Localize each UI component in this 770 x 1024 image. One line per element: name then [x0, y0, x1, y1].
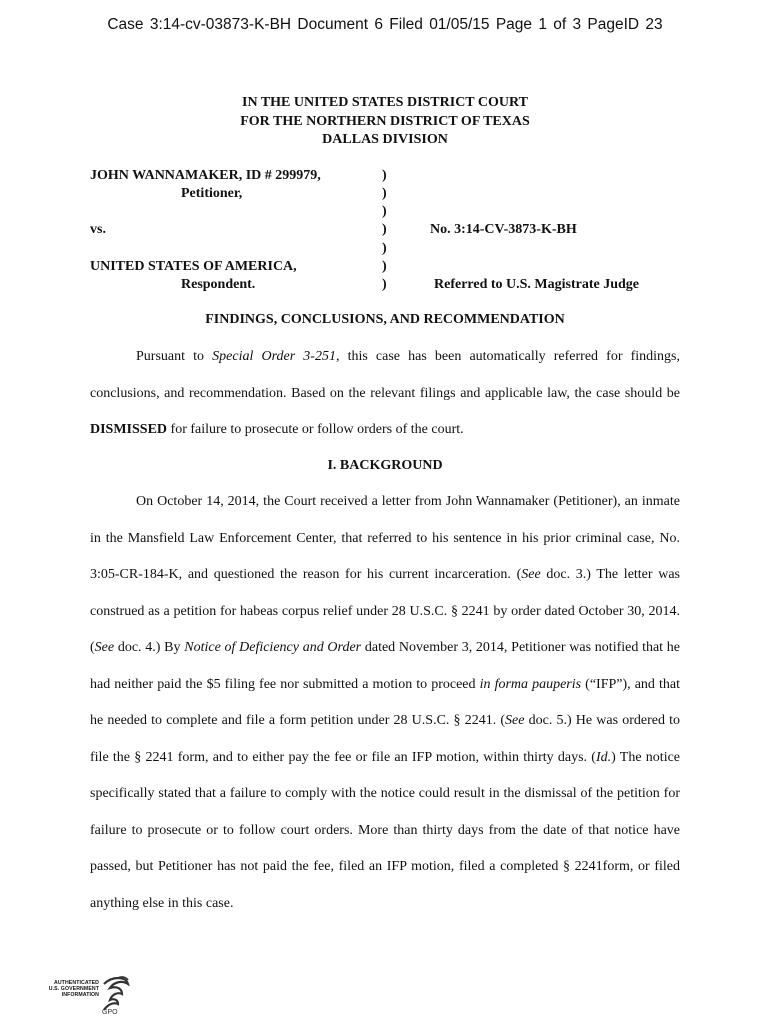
gpo-text-line: AUTHENTICATED	[53, 980, 99, 986]
versus-label: vs.	[90, 222, 106, 237]
text-run: ) The notice specifically stated that a failure to comply with the notice could result in the dismissal of the petition for failure to prosecute or to follow court orders. More than thirty days from the date of that notice have passed, but Petitioner has not paid the fee, filed an IFP motion, filed a completed § 2241form, or filed anything else in this case.	[90, 749, 681, 911]
court-heading	[0, 94, 770, 150]
text-run: On October 14, 2014, the Court received a letter from John Wannamaker (Petitioner), an inmate in the Mansfield Law Enforcement Center, that referred to his sentence in his prior criminal case, No. 3:05-CR-184-K, and questioned the reason for his current incarceration. (	[90, 494, 680, 582]
case-header-stamp: Case 3:14-cv-03873-K-BH Document 6 Filed 01/05/15 Page 1 of 3 PageID 23	[107, 16, 663, 33]
citation-signal: See	[521, 567, 541, 582]
caption-paren: )	[382, 259, 387, 274]
text-run: doc. 5.) He was ordered to file the § 2241 form, and to either pay the fee or file an IFP motion, within thirty days. (	[90, 713, 680, 765]
referral-note: Referred to U.S. Magistrate Judge	[434, 277, 640, 292]
caption-paren: )	[382, 186, 387, 201]
text-run: Pursuant to	[136, 349, 213, 364]
latin-term: in forma pauperis	[479, 676, 582, 692]
special-order-citation: Special Order 3-251	[212, 349, 336, 364]
court-line-2: FOR THE NORTHERN DISTRICT OF TEXAS	[240, 113, 530, 129]
text-run: dated November 3, 2014, Petitioner was notified that he had neither paid the $5 filing fee nor submitted a motion to proceed	[90, 640, 681, 692]
respondent-role: Respondent.	[181, 277, 256, 292]
caption-paren: )	[382, 168, 387, 183]
paragraph-background	[90, 484, 680, 922]
gpo-authentication-logo	[44, 974, 134, 1018]
text-run: doc. 3.) The letter was construed as a petition for habeas corpus relief under 28 U.S.C. § 2241 by order dated October 30, 2014. (	[90, 567, 681, 655]
gpo-text-line: INFORMATION	[61, 992, 99, 998]
gpo-text-line: U.S. GOVERNMENT	[48, 986, 99, 992]
text-run: for failure to prosecute or follow orders of the court.	[167, 422, 464, 437]
section-heading-background: I. BACKGROUND	[327, 458, 443, 473]
text-run: , this case has been automatically referred for findings, conclusions, and recommendation. Based on the relevant filings and applicable law, the case should be	[90, 349, 681, 401]
text-run: (“IFP”), and that he needed to complete and file a form petition under 28 U.S.C. § 2241. (	[90, 676, 681, 728]
case-number: No. 3:14-CV-3873-K-BH	[430, 222, 577, 237]
caption-paren: )	[382, 277, 387, 292]
dismissed-term: DISMISSED	[90, 422, 168, 437]
caption-paren: )	[382, 204, 387, 219]
petitioner-role: Petitioner,	[181, 186, 243, 201]
paragraph-intro	[90, 339, 680, 449]
text-run: doc. 4.) By	[114, 640, 185, 655]
respondent-name: UNITED STATES OF AMERICA,	[90, 259, 297, 274]
petitioner-name: JOHN WANNAMAKER, ID # 299979,	[90, 168, 321, 183]
court-line-3: DALLAS DIVISION	[322, 132, 448, 147]
caption-paren: )	[382, 222, 387, 237]
order-title: Notice of Deficiency and Order	[184, 640, 362, 655]
caption-paren: )	[382, 241, 387, 256]
citation-signal: Id.	[595, 749, 612, 765]
citation-signal: See	[94, 640, 115, 655]
gpo-mark-text: GPO	[102, 1009, 118, 1016]
gpo-eagle-icon	[100, 974, 132, 1016]
gpo-authentication-text	[44, 980, 99, 998]
citation-signal: See	[505, 713, 525, 728]
document-title: FINDINGS, CONCLUSIONS, AND RECOMMENDATION	[205, 312, 565, 327]
court-line-1: IN THE UNITED STATES DISTRICT COURT	[242, 95, 528, 110]
